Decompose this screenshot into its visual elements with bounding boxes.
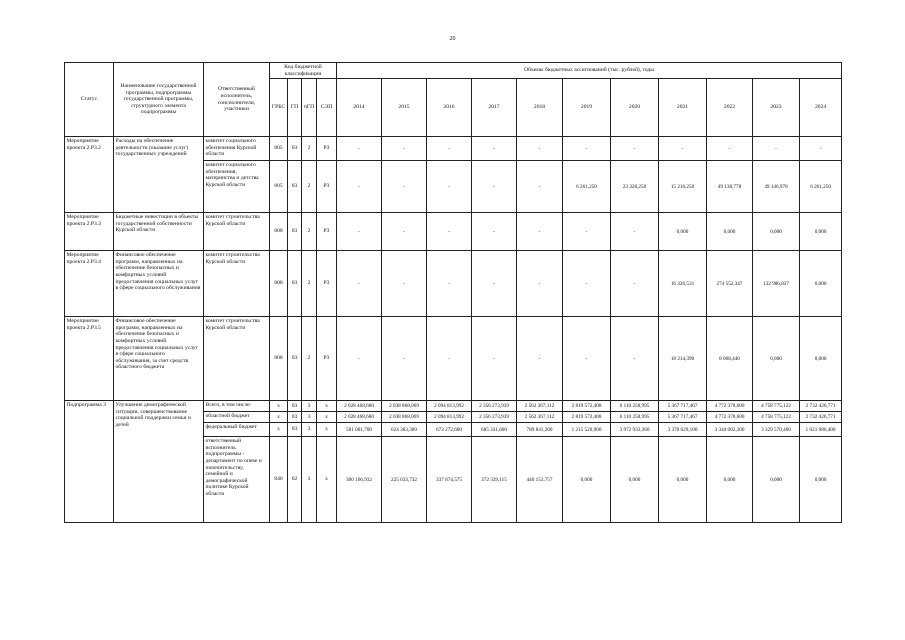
header-year: 2024 (800, 79, 842, 137)
header-bk-col: пГП (302, 79, 317, 137)
row-value: - (611, 213, 659, 251)
row-value: 0,000 (707, 213, 753, 251)
row-code: 03 (288, 317, 302, 401)
row-value: 2 038 868,069 (382, 401, 427, 412)
row-value: 0,000 (563, 437, 611, 523)
row-value: 372 339,115 (472, 437, 517, 523)
row-code: 2 (302, 161, 317, 213)
row-code: 805 (270, 161, 288, 213)
row-value: - (472, 317, 517, 401)
row-value: - (563, 317, 611, 401)
row-value: 581 001,700 (337, 423, 382, 437)
row-value: 2 356 273,939 (472, 401, 517, 412)
row-code: 03 (288, 251, 302, 317)
row-value: - (517, 251, 563, 317)
table-row (65, 401, 842, 412)
row-value: 6 261,250 (800, 161, 842, 213)
row-value: 2 028 468,680 (337, 401, 382, 412)
row-value: 0,000 (611, 437, 659, 523)
row-value: - (800, 137, 842, 161)
row-value: - (517, 137, 563, 161)
row-value: 4 758 775,122 (753, 412, 800, 423)
row-code: 03 (288, 423, 302, 437)
row-code: 03 (288, 213, 302, 251)
row-code: 03 (288, 412, 302, 423)
row-value: 300 166,932 (337, 437, 382, 523)
row-code: 03 (288, 401, 302, 412)
row-code: 2 (302, 137, 317, 161)
row-code: 3 (302, 401, 317, 412)
table-row (65, 137, 842, 161)
row-code: x (270, 401, 288, 412)
row-status: Мероприятие проекта 2.Р3.3 (65, 213, 114, 251)
row-value: 6 110 258,995 (611, 401, 659, 412)
row-value: 685 331,600 (472, 423, 517, 437)
row-value: - (517, 161, 563, 213)
header-bk-col: ГП (288, 79, 302, 137)
row-value: 0,000 (753, 317, 800, 401)
row-code: Р3 (317, 137, 337, 161)
row-value: 6 261,250 (563, 161, 611, 213)
row-value: 0,000 (800, 317, 842, 401)
header-year: 2018 (517, 79, 563, 137)
row-name: Улучшение демографической ситуации, совершенствование социальной поддержки семьи и детей (114, 401, 204, 523)
row-value: 2 732 426,771 (800, 412, 842, 423)
row-value: - (472, 161, 517, 213)
header-year: 2023 (753, 79, 800, 137)
row-value: 789 841,200 (517, 423, 563, 437)
row-value: 18 214,390 (659, 317, 707, 401)
row-responsible: ответственный исполнитель подпрограммы - департамент по опеке и попечительству, семейной и демографической политике Курской области (204, 437, 270, 523)
row-value: 4 772 378,600 (707, 412, 753, 423)
row-code: 2 (302, 317, 317, 401)
header-year: 2020 (611, 79, 659, 137)
row-responsible: комитет строительства Курской области (204, 213, 270, 251)
row-value: - (427, 317, 472, 401)
row-code: Р3 (317, 161, 337, 213)
row-value: 2 094 813,992 (427, 401, 472, 412)
row-value: - (517, 213, 563, 251)
row-value: 3 972 933,360 (611, 423, 659, 437)
header-year: 2015 (382, 79, 427, 137)
row-code: 03 (288, 161, 302, 213)
row-code: 808 (270, 213, 288, 251)
row-status: Подпрограмма 3 (65, 401, 114, 523)
row-value: - (611, 317, 659, 401)
row-value: - (427, 251, 472, 317)
row-value: 1 215 520,900 (563, 423, 611, 437)
row-value: 624 383,300 (382, 423, 427, 437)
row-responsible: комитет строительства Курской области (204, 317, 270, 401)
row-code: x (317, 437, 337, 523)
row-value: 132 986,837 (753, 251, 800, 317)
row-value: - (337, 161, 382, 213)
row-value: 0,000 (753, 213, 800, 251)
row-value: 8 068,440 (707, 317, 753, 401)
row-value: 225 033,732 (382, 437, 427, 523)
header-bk-code: Код бюджетной классификации (270, 63, 337, 79)
row-responsible: комитет строительства Курской области (204, 251, 270, 317)
row-name: Финансовое обеспечение программ, направленных на обеспечение безопасных и комфортных условий предоставления социальных услуг в сфере социального обслуживания, за счет средств областного бюджета (114, 317, 204, 401)
row-code: x (317, 401, 337, 412)
header-year: 2016 (427, 79, 472, 137)
row-value: 0,000 (659, 213, 707, 251)
row-value: - (753, 137, 800, 161)
header-year: 2022 (707, 79, 753, 137)
row-value: 6 110 258,995 (611, 412, 659, 423)
row-value: - (563, 251, 611, 317)
header-responsible: Ответственный исполнитель, соисполнители, участники (204, 63, 270, 137)
row-code: 3 (302, 437, 317, 523)
row-responsible: комитет социального обеспечения, материнства и детства Курской области (204, 161, 270, 213)
row-code: 805 (270, 137, 288, 161)
table-row (65, 251, 842, 317)
row-value: 274 552,347 (707, 251, 753, 317)
row-code: 808 (270, 251, 288, 317)
row-status: Мероприятие проекта 2.Р3.4 (65, 251, 114, 317)
row-value: - (337, 213, 382, 251)
header-year: 2014 (337, 79, 382, 137)
row-value: 2 028 468,680 (337, 412, 382, 423)
row-responsible: федеральный бюджет (204, 423, 270, 437)
row-value: 5 367 717,467 (659, 401, 707, 412)
row-value: 0,000 (800, 251, 842, 317)
row-value: 0,000 (707, 437, 753, 523)
row-value: - (382, 317, 427, 401)
header-bk-col: СЭП (317, 79, 337, 137)
row-value: 1 021 986,400 (800, 423, 842, 437)
row-value: 0,000 (659, 437, 707, 523)
header-name: Наименование государственной программы, подпрограммы государственной программы, структурного элемента подпрограммы (114, 63, 204, 137)
row-code: 3 (302, 412, 317, 423)
row-responsible: областной бюджет (204, 412, 270, 423)
row-code: 840 (270, 437, 288, 523)
header-bk-col: ГРБС (270, 79, 288, 137)
header-year: 2017 (472, 79, 517, 137)
row-code: x (317, 423, 337, 437)
row-code: Р3 (317, 213, 337, 251)
row-value: 2 356 273,939 (472, 412, 517, 423)
row-value: 2 562 367,112 (517, 412, 563, 423)
row-value: 673 272,600 (427, 423, 472, 437)
header-year: 2019 (563, 79, 611, 137)
row-value: 0,000 (800, 213, 842, 251)
row-code: x (317, 412, 337, 423)
row-value: 15 216,250 (659, 161, 707, 213)
row-value: 3 370 629,100 (659, 423, 707, 437)
row-code: x (270, 423, 288, 437)
row-value: - (611, 251, 659, 317)
row-value: - (707, 137, 753, 161)
row-value: - (337, 317, 382, 401)
row-value: 5 367 717,467 (659, 412, 707, 423)
row-value: - (337, 137, 382, 161)
row-value: 2 732 426,771 (800, 401, 842, 412)
row-value: 49 138,778 (707, 161, 753, 213)
row-responsible: Всего, в том числе: (204, 401, 270, 412)
row-code: Р3 (317, 317, 337, 401)
row-value: 49 146,978 (753, 161, 800, 213)
row-value: 440 151,757 (517, 437, 563, 523)
row-value: - (611, 137, 659, 161)
row-value: 23 328,250 (611, 161, 659, 213)
row-status: Мероприятие проекта 2.Р3.5 (65, 317, 114, 401)
row-value: 0,000 (753, 437, 800, 523)
row-value: 0,000 (800, 437, 842, 523)
row-code: 2 (302, 213, 317, 251)
row-value: - (563, 213, 611, 251)
row-value: 3 344 002,300 (707, 423, 753, 437)
row-value: 16 326,531 (659, 251, 707, 317)
row-value: 2 819 572,408 (563, 412, 611, 423)
row-value: - (427, 213, 472, 251)
row-code: 03 (288, 137, 302, 161)
row-value: 3 329 570,400 (753, 423, 800, 437)
row-code: 2 (302, 251, 317, 317)
table-row (65, 213, 842, 251)
row-name: Финансовое обеспечение программ, направленных на обеспечение безопасных и комфортных условий предоставления социальных услуг в сфере социального обслуживания (114, 251, 204, 317)
row-code: x (270, 412, 288, 423)
row-value: - (472, 251, 517, 317)
row-value: - (517, 317, 563, 401)
header-status: Статус (65, 63, 114, 137)
row-value: - (382, 137, 427, 161)
row-value: 2 094 813,992 (427, 412, 472, 423)
table-row (65, 317, 842, 401)
row-value: - (472, 213, 517, 251)
header-volumes: Объемы бюджетных ассигнований (тыс. рублей), годы (337, 63, 842, 79)
header-year: 2021 (659, 79, 707, 137)
row-value: - (563, 137, 611, 161)
row-value: 4 758 775,122 (753, 401, 800, 412)
row-code: 808 (270, 317, 288, 401)
budget-table (64, 62, 842, 523)
row-code: Р3 (317, 251, 337, 317)
row-value: - (382, 251, 427, 317)
row-value: - (382, 213, 427, 251)
row-value: 4 772 378,600 (707, 401, 753, 412)
row-value: - (427, 137, 472, 161)
row-name: Бюджетные инвестиции в объекты государственной собственности Курской области (114, 213, 204, 251)
row-value: 337 874,575 (427, 437, 472, 523)
row-value: 2 819 572,408 (563, 401, 611, 412)
row-value: - (382, 161, 427, 213)
row-responsible: комитет социального обеспечения Курской области (204, 137, 270, 161)
row-value: - (427, 161, 472, 213)
page-number: 20 (449, 36, 456, 42)
row-status: Мероприятие проекта 2.Р3.2 (65, 137, 114, 213)
row-code: 3 (302, 423, 317, 437)
row-value: - (472, 137, 517, 161)
row-value: 2 562 367,112 (517, 401, 563, 412)
row-value: - (337, 251, 382, 317)
row-value: - (659, 137, 707, 161)
row-name: Расходы на обеспечение деятельности (оказание услуг) государственных учреждений (114, 137, 204, 213)
row-code: 02 (288, 437, 302, 523)
row-value: 2 038 868,069 (382, 412, 427, 423)
